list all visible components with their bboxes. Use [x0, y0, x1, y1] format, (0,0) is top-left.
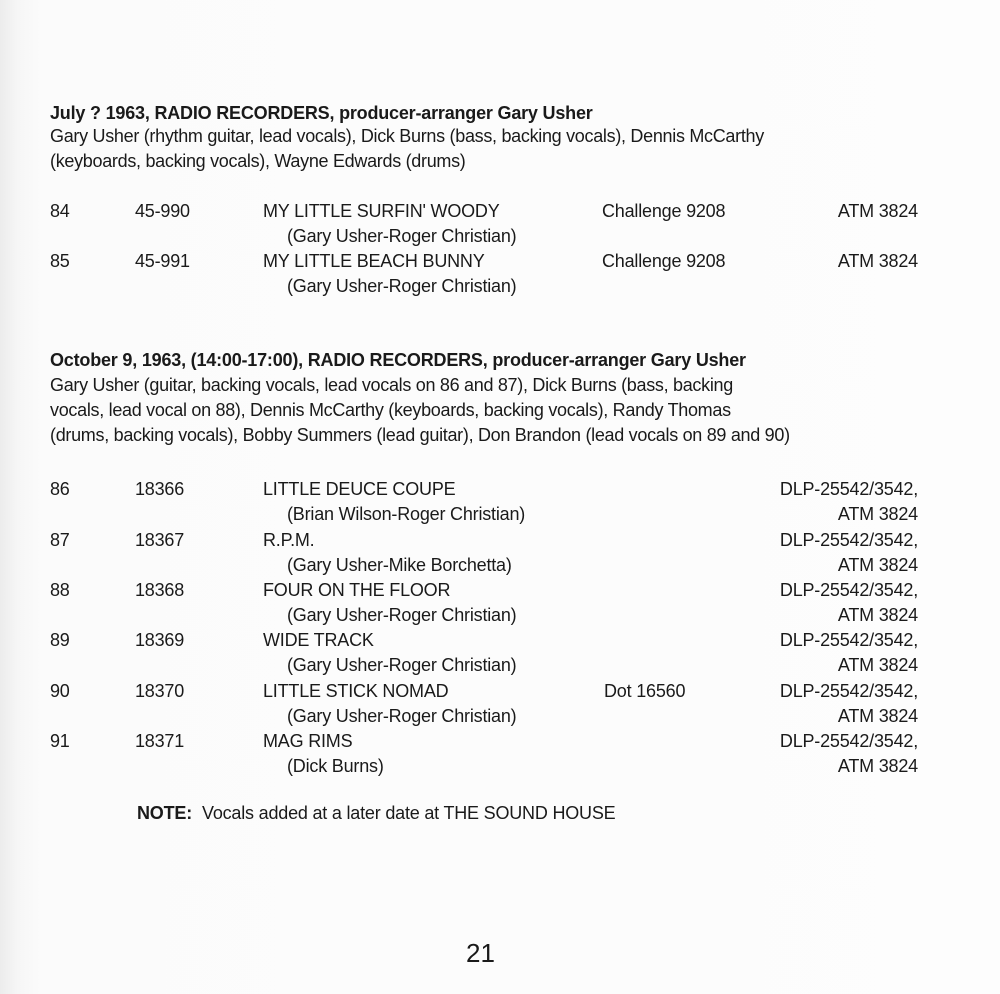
album-release-2: ATM 3824: [837, 605, 918, 625]
track-number: 90: [50, 681, 70, 701]
session-personnel: [50, 124, 930, 174]
track-row: [0, 201, 1000, 251]
matrix-number: 45-990: [135, 201, 190, 221]
session-note: [137, 803, 615, 824]
matrix-number: 18371: [135, 731, 185, 751]
song-title: MAG RIMS: [263, 731, 353, 751]
session-header: July ? 1963, RADIO RECORDERS, producer-arranger Gary Usher: [50, 103, 593, 123]
album-release: ATM 3824: [837, 251, 918, 271]
single-release: Dot 16560: [604, 681, 686, 701]
album-release: DLP-25542/3542,: [779, 731, 918, 751]
album-release-2: ATM 3824: [837, 555, 918, 575]
single-release: Challenge 9208: [602, 201, 726, 221]
songwriters: (Brian Wilson-Roger Christian): [287, 504, 526, 524]
matrix-number: 18368: [135, 580, 185, 600]
song-title: LITTLE STICK NOMAD: [263, 681, 449, 701]
song-title: LITTLE DEUCE COUPE: [263, 479, 456, 499]
track-number: 85: [50, 251, 70, 271]
personnel-line: (keyboards, backing vocals), Wayne Edwards (drums): [50, 151, 466, 171]
songwriters: (Gary Usher-Roger Christian): [287, 276, 517, 296]
songwriters: (Gary Usher-Roger Christian): [287, 706, 517, 726]
session-personnel: [50, 373, 930, 448]
page-number: 21: [466, 938, 495, 968]
album-release: DLP-25542/3542,: [779, 630, 918, 650]
album-release-2: ATM 3824: [837, 706, 918, 726]
track-row: [0, 479, 1000, 529]
matrix-number: 18369: [135, 630, 185, 650]
note-label: NOTE:: [137, 803, 192, 823]
songwriters: (Gary Usher-Roger Christian): [287, 605, 517, 625]
album-release: DLP-25542/3542,: [779, 681, 918, 701]
track-number: 91: [50, 731, 70, 751]
track-row: [0, 580, 1000, 630]
matrix-number: 18367: [135, 530, 185, 550]
album-release: DLP-25542/3542,: [779, 580, 918, 600]
album-release-2: ATM 3824: [837, 655, 918, 675]
song-title: R.P.M.: [263, 530, 315, 550]
session-header: October 9, 1963, (14:00-17:00), RADIO RECORDERS, producer-arranger Gary Usher: [50, 350, 746, 370]
matrix-number: 18366: [135, 479, 185, 499]
song-title: FOUR ON THE FLOOR: [263, 580, 451, 600]
note-text: Vocals added at a later date at THE SOUND HOUSE: [202, 803, 616, 823]
album-release-2: ATM 3824: [837, 756, 918, 776]
track-row: [0, 251, 1000, 301]
album-release-2: ATM 3824: [837, 504, 918, 524]
songwriters: (Dick Burns): [287, 756, 384, 776]
track-number: 84: [50, 201, 70, 221]
track-number: 88: [50, 580, 70, 600]
matrix-number: 18370: [135, 681, 185, 701]
track-row: [0, 681, 1000, 731]
album-release: DLP-25542/3542,: [779, 479, 918, 499]
songwriters: (Gary Usher-Roger Christian): [287, 655, 517, 675]
album-release: DLP-25542/3542,: [779, 530, 918, 550]
track-row: [0, 630, 1000, 680]
personnel-line: Gary Usher (guitar, backing vocals, lead vocals on 86 and 87), Dick Burns (bass, backing: [50, 375, 733, 395]
song-title: MY LITTLE SURFIN' WOODY: [263, 201, 500, 221]
matrix-number: 45-991: [135, 251, 190, 271]
song-title: WIDE TRACK: [263, 630, 374, 650]
track-row: [0, 731, 1000, 781]
track-number: 87: [50, 530, 70, 550]
track-number: 89: [50, 630, 70, 650]
songwriters: (Gary Usher-Roger Christian): [287, 226, 517, 246]
album-release: ATM 3824: [837, 201, 918, 221]
personnel-line: (drums, backing vocals), Bobby Summers (lead guitar), Don Brandon (lead vocals on 89 and 90): [50, 425, 790, 445]
track-row: [0, 530, 1000, 580]
track-number: 86: [50, 479, 70, 499]
personnel-line: Gary Usher (rhythm guitar, lead vocals), Dick Burns (bass, backing vocals), Dennis McCarthy: [50, 126, 764, 146]
personnel-line: vocals, lead vocal on 88), Dennis McCarthy (keyboards, backing vocals), Randy Thomas: [50, 400, 731, 420]
single-release: Challenge 9208: [602, 251, 726, 271]
song-title: MY LITTLE BEACH BUNNY: [263, 251, 485, 271]
songwriters: (Gary Usher-Mike Borchetta): [287, 555, 512, 575]
